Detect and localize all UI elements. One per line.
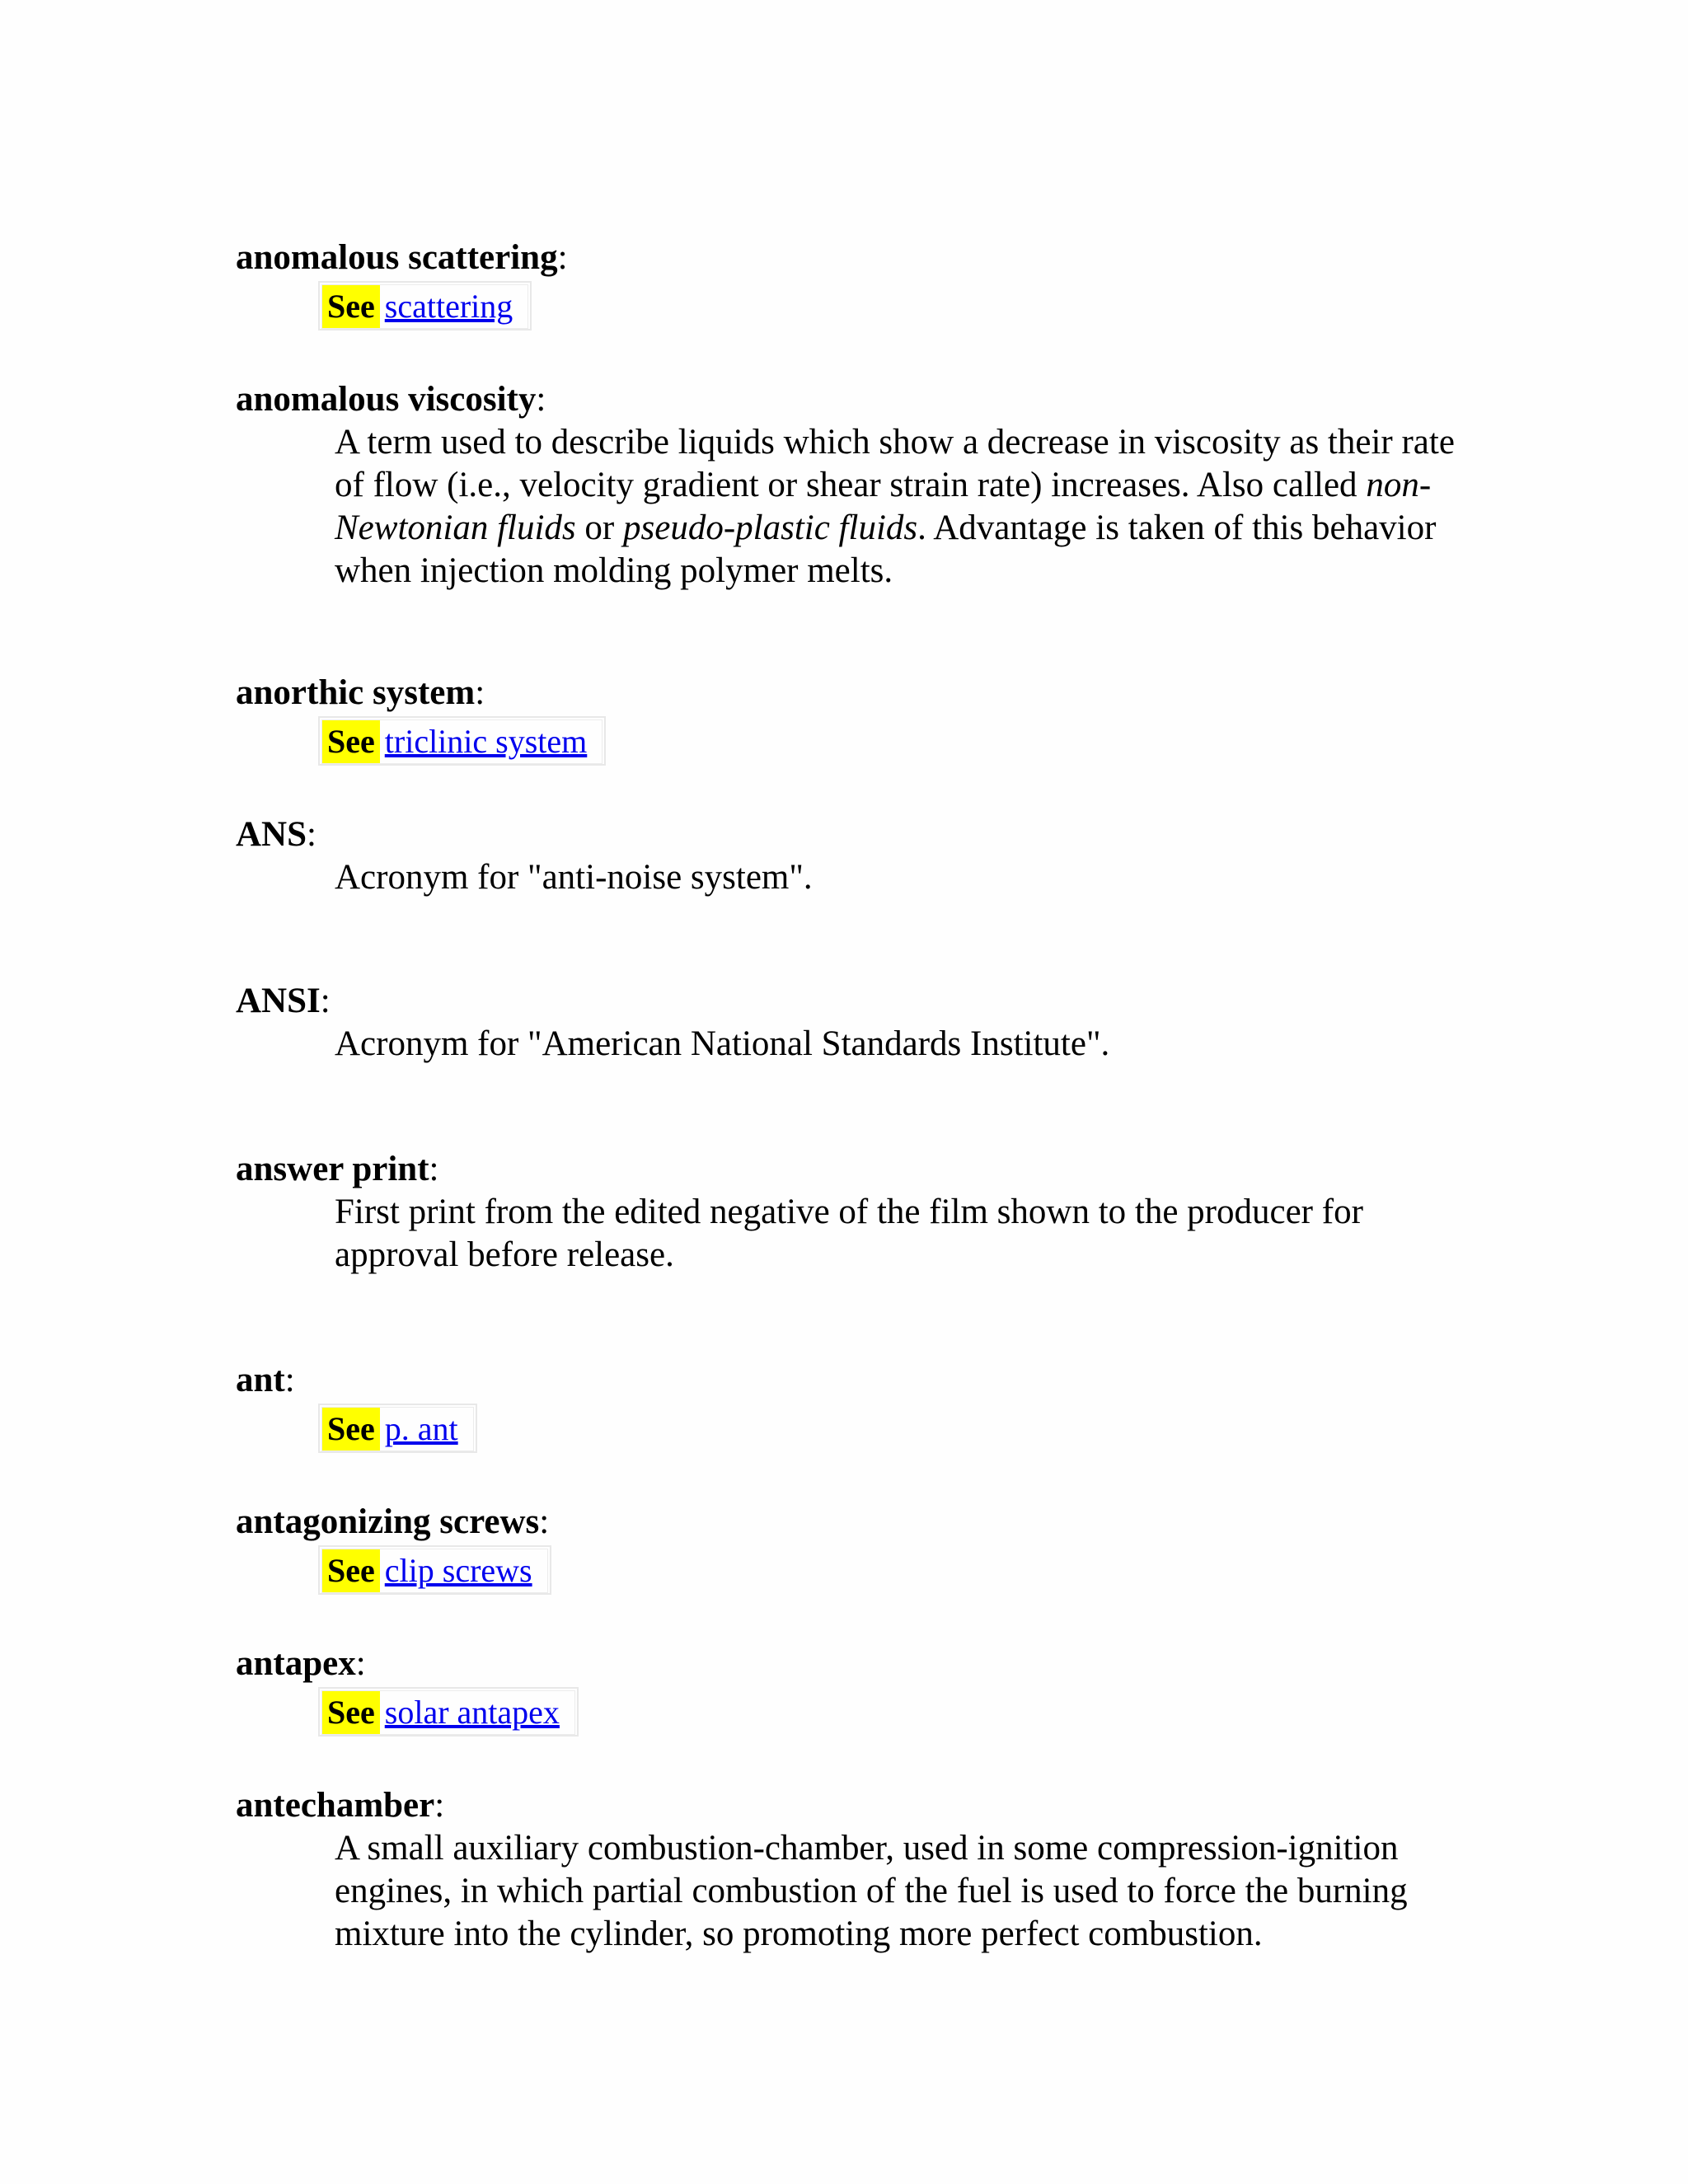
- entry-ant: [236, 1359, 1489, 1453]
- see-reference: [318, 1687, 579, 1736]
- entry-term: answer print:: [236, 1150, 439, 1188]
- see-link-scattering[interactable]: scattering: [384, 288, 513, 325]
- see-label: See: [322, 1691, 380, 1734]
- entry-term: anorthic system:: [236, 673, 485, 712]
- entry-anorthic-system: [236, 672, 1489, 766]
- entry-term: ANS:: [236, 815, 316, 854]
- entry-term: ANSI:: [236, 982, 331, 1020]
- entry-term: anomalous viscosity:: [236, 380, 546, 419]
- entry-antagonizing-screws: [236, 1501, 1489, 1595]
- see-link-solar-antapex[interactable]: solar antapex: [384, 1694, 560, 1731]
- see-link-triclinic-system[interactable]: triclinic system: [384, 723, 588, 760]
- entry-definition: First print from the edited negative of the film shown to the producer for approval before release.: [335, 1193, 1363, 1274]
- entry-term: antechamber:: [236, 1786, 445, 1825]
- entry-answer-print: [236, 1148, 1489, 1277]
- see-label: See: [322, 285, 380, 328]
- entry-term: anomalous scattering:: [236, 238, 568, 277]
- entry-ansi: [236, 980, 1489, 1066]
- entry-term: antagonizing screws:: [236, 1502, 550, 1541]
- entry-anomalous-viscosity: [236, 378, 1489, 593]
- entry-definition: A small auxiliary combustion-chamber, used in some compression-ignition engines, in which partial combustion of the fuel is used to force the burning mixture into the cylinder, so promoting more perfect combustion.: [335, 1829, 1408, 1953]
- entry-ans: [236, 813, 1489, 899]
- see-reference: [318, 281, 532, 330]
- entry-definition: Acronym for "American National Standards Institute".: [335, 1024, 1110, 1063]
- see-label: See: [322, 720, 380, 763]
- see-label: See: [322, 1408, 380, 1451]
- entry-definition: A term used to describe liquids which show a decrease in viscosity as their rate of flow (i.e., velocity gradient or shear strain rate) increases. Also called non-Newtonian fluids or pseudo-plastic fluids. Advantage is taken of this behavior when injection molding polymer melts.: [335, 423, 1455, 590]
- see-link-p-ant[interactable]: p. ant: [384, 1410, 458, 1447]
- entry-antapex: [236, 1643, 1489, 1736]
- entry-antechamber: [236, 1784, 1489, 1956]
- entry-anomalous-scattering: [236, 237, 1489, 330]
- see-label: See: [322, 1549, 380, 1592]
- see-link-clip-screws[interactable]: clip screws: [384, 1552, 532, 1589]
- entry-term: antapex:: [236, 1644, 366, 1683]
- entry-term: ant:: [236, 1361, 295, 1399]
- entry-definition: Acronym for "anti-noise system".: [335, 858, 813, 897]
- see-reference: [318, 1545, 551, 1595]
- see-reference: [318, 1404, 477, 1453]
- see-reference: [318, 716, 606, 766]
